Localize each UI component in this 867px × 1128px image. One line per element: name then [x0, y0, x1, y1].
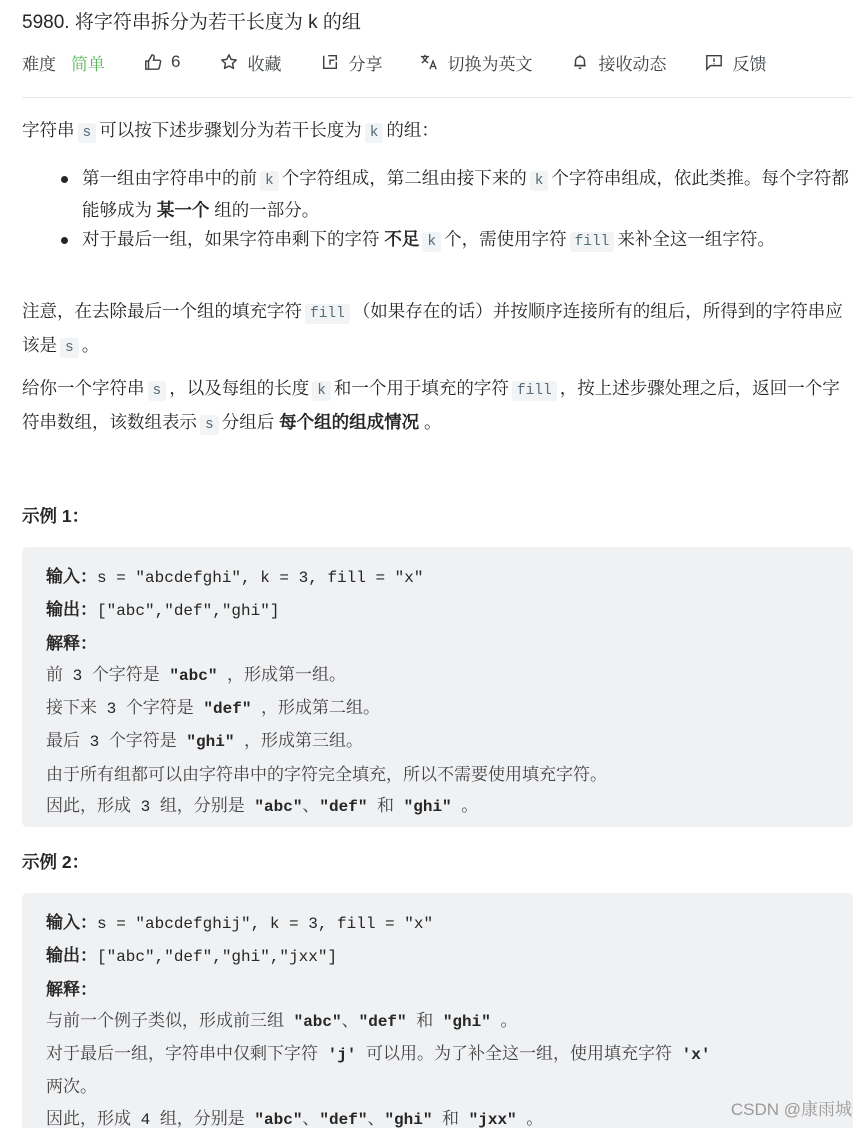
- text: 的组：: [386, 120, 439, 140]
- inline-code: s: [60, 338, 79, 358]
- favorite-button[interactable]: [219, 50, 281, 75]
- text: 组，分别是: [159, 796, 245, 816]
- text: 'j': [318, 1046, 367, 1065]
- text: 组的一部分。: [214, 200, 320, 220]
- inline-code: k: [365, 123, 384, 143]
- text: 因此，形成: [46, 1108, 131, 1128]
- text: 前: [46, 664, 63, 684]
- text: 3: [63, 666, 92, 685]
- example-1-code-block: [22, 547, 853, 827]
- label: 解释：: [46, 979, 97, 999]
- text: 最后: [46, 731, 80, 751]
- explanation-line: [46, 659, 829, 692]
- text: "def": [358, 1012, 417, 1031]
- text: 、: [302, 1108, 320, 1128]
- share-label: 分享: [348, 54, 383, 74]
- text: "ghi": [394, 798, 462, 817]
- text: 3: [97, 700, 126, 719]
- star-icon: [219, 52, 239, 72]
- text: 对于最后一组，字符串中仅剩下字符: [46, 1044, 318, 1064]
- label: 输出：: [46, 600, 97, 620]
- switch-language-button[interactable]: [419, 50, 532, 75]
- example-2-title: 示例 2：: [22, 852, 90, 872]
- text: 个，需使用字符: [444, 229, 567, 249]
- text: 。: [461, 796, 479, 816]
- list-item: [22, 164, 853, 225]
- rules-list: [22, 164, 853, 257]
- text: 'x': [672, 1046, 711, 1065]
- inline-code: k: [260, 171, 279, 191]
- translate-icon: [419, 52, 439, 72]
- label: 输入：: [46, 913, 97, 932]
- text: ，以及每组的长度: [169, 378, 310, 398]
- share-icon: [320, 52, 340, 72]
- thumbs-up-icon: [143, 52, 163, 72]
- text: 可以用。为了补全这一组，使用填充字符: [366, 1044, 673, 1064]
- text: 和: [442, 1108, 460, 1128]
- note-paragraph: [22, 296, 853, 364]
- text: 对于最后一组，如果字符串剩下的字符: [82, 229, 380, 249]
- bell-icon: [570, 52, 590, 72]
- text: 3: [131, 798, 160, 817]
- explanation-line: [46, 692, 829, 725]
- inline-code: s: [148, 381, 167, 401]
- watermark: CSDN @康雨城: [730, 1100, 852, 1119]
- switch-language-label: 切换为英文: [447, 54, 533, 74]
- explanation-line: [46, 1038, 829, 1071]
- example-2-code-block: [22, 893, 853, 1128]
- label: 输出：: [46, 946, 97, 966]
- text: 个字符是: [91, 664, 160, 684]
- text: ，按上述步骤处理之后，返回一个字符串数组，该数组表示: [22, 378, 840, 432]
- example-explanation-label: [46, 974, 829, 1005]
- text: 、: [341, 1010, 359, 1030]
- explanation-line: [46, 790, 829, 823]
- text: 第一组由字符串中的前: [82, 168, 257, 188]
- label: 解释：: [46, 633, 97, 653]
- text: "abc": [284, 1012, 342, 1031]
- text: 个字符串组成，依此类推。每个字符都能够成为: [82, 168, 849, 220]
- text: 、: [302, 796, 320, 816]
- favorite-label: 收藏: [247, 54, 282, 74]
- text: ，形成第一组。: [227, 664, 347, 684]
- inline-code: k: [530, 171, 549, 191]
- bold-text: 某一个: [156, 200, 210, 220]
- feedback-label: 反馈: [732, 54, 767, 74]
- example-input: [46, 907, 829, 940]
- text: ，形成第二组。: [261, 698, 381, 718]
- example-1-title: 示例 1：: [22, 506, 90, 526]
- text: 。: [423, 412, 442, 432]
- label: 输入：: [46, 567, 97, 586]
- difficulty-badge: 简单: [71, 54, 105, 74]
- subscribe-label: 接收动态: [598, 54, 667, 74]
- text: "abc": [244, 798, 303, 817]
- example-input: [46, 561, 829, 594]
- inline-code: k: [312, 381, 331, 401]
- text: "abc": [159, 666, 228, 685]
- text: 分组后: [221, 412, 275, 432]
- subscribe-button[interactable]: [570, 50, 666, 75]
- text: 接下来: [46, 698, 97, 718]
- example-output: [46, 594, 829, 627]
- explanation-line: 两次。: [46, 1077, 97, 1097]
- inline-code: s: [200, 415, 219, 435]
- text: （如果存在的话）并按顺序连接所有的组后，所得到的字符串应该是: [22, 301, 843, 355]
- bold-text: 每个组的组成情况: [279, 412, 420, 432]
- value: s = "abcdefghi", k = 3, fill = "x": [97, 569, 424, 587]
- text: ，形成第三组。: [244, 731, 364, 751]
- text: 。: [526, 1108, 544, 1128]
- feedback-icon: [704, 52, 724, 72]
- text: "abc": [244, 1110, 303, 1128]
- text: 可以按下述步骤划分为若干长度为: [99, 120, 362, 140]
- inline-code: fill: [512, 381, 557, 401]
- inline-code: s: [78, 123, 97, 143]
- difficulty-label: 难度: [22, 54, 56, 74]
- text: 个字符是: [108, 731, 177, 751]
- text: "def": [319, 1110, 368, 1128]
- text: 3: [80, 733, 109, 752]
- feedback-button[interactable]: [704, 50, 766, 75]
- text: 个字符组成，第二组由接下来的: [281, 168, 527, 188]
- example-explanation-label: [46, 628, 829, 659]
- text: "ghi": [433, 1012, 501, 1031]
- text: 。: [500, 1010, 518, 1030]
- explanation-line: [46, 1103, 829, 1128]
- problem-title: 5980. 将字符串拆分为若干长度为 k 的组: [22, 12, 361, 33]
- explanation-line: 由于所有组都可以由字符串中的字符完全填充，所以不需要使用填充字符。: [46, 764, 607, 784]
- text: 注意，在去除最后一个组的填充字符: [22, 301, 302, 321]
- text: "ghi": [384, 1110, 443, 1128]
- task-paragraph: [22, 373, 853, 441]
- text: 和: [377, 796, 395, 816]
- text: 字符串: [22, 120, 75, 140]
- text: 和: [416, 1010, 434, 1030]
- text: "jxx": [459, 1110, 527, 1128]
- text: "def": [193, 700, 262, 719]
- explanation-line: [46, 1005, 829, 1038]
- inline-code: fill: [570, 232, 615, 252]
- text: "ghi": [176, 733, 245, 752]
- text: 组，分别是: [159, 1108, 245, 1128]
- list-item: [22, 225, 853, 257]
- value: s = "abcdefghij", k = 3, fill = "x": [97, 915, 434, 933]
- like-button[interactable]: [143, 52, 180, 72]
- text: 个字符是: [125, 698, 194, 718]
- value: ["abc","def","ghi","jxx"]: [97, 948, 338, 967]
- intro-paragraph: [22, 115, 853, 149]
- inline-code: fill: [305, 304, 350, 324]
- header-divider: [22, 97, 853, 98]
- text: 给你一个字符串: [22, 378, 145, 398]
- text: 和一个用于填充的字符: [333, 378, 509, 398]
- text: 、: [367, 1108, 385, 1128]
- text: 因此，形成: [46, 796, 131, 816]
- share-button[interactable]: [320, 50, 382, 75]
- text: 。: [81, 335, 100, 355]
- like-count: 6: [171, 52, 181, 71]
- text: "def": [319, 798, 378, 817]
- problem-meta-bar: [22, 49, 766, 75]
- example-output: [46, 940, 829, 973]
- value: ["abc","def","ghi"]: [97, 602, 280, 621]
- explanation-line: [46, 725, 829, 758]
- text: 与前一个例子类似，形成前三组: [46, 1010, 284, 1030]
- bold-text: 不足: [384, 229, 420, 249]
- text: 来补全这一组字符。: [617, 229, 775, 249]
- text: 4: [131, 1110, 160, 1128]
- inline-code: k: [422, 232, 441, 252]
